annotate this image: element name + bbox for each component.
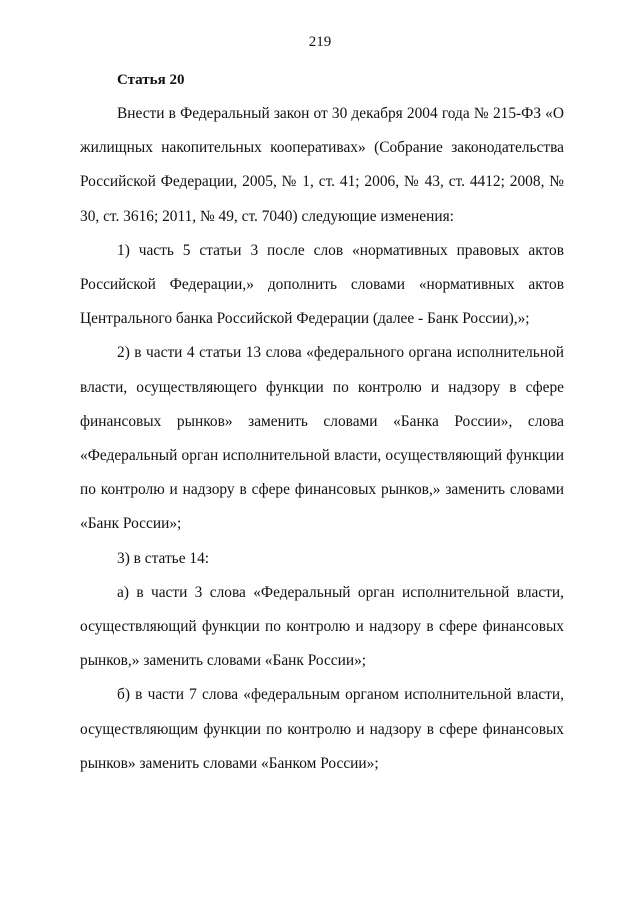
paragraph-item-3: 3) в статье 14: [117, 549, 210, 567]
paragraph-item-3a: а) в части 3 слова «Федеральный орган исполнительной власти, осуществляющий функции по контролю и надзору в сфере финансовых рынков,» заменить словами «Банк России»; [80, 583, 564, 670]
paragraph-intro: Внести в Федеральный закон от 30 декабря 2004 года № 215-ФЗ «О жилищных накопительных кооперативах» (Собрание законодательства Российской Федерации, 2005, № 1, ст. 41; 2006, № 43, ст. 4412; 2008, № 30, ст. 3616; 2011, № 49, ст. 7040) следующие изменения: [80, 105, 564, 225]
paragraph-item-3b: б) в части 7 слова «федеральным органом исполнительной власти, осуществляющим функции по контролю и надзору в сфере финансовых рынков» заменить словами «Банком России»; [80, 686, 564, 772]
page-number: 219 [308, 34, 332, 50]
article-title: Статья 20 [117, 72, 185, 88]
paragraph-item-2: 2) в части 4 статьи 13 слова «федерального органа исполнительной власти, осуществляющего функции по контролю и надзору в сфере финансовых рынков» заменить словами «Банка России», слова «Федеральный орган исполнительной власти, осуществляющий функции по контролю и надзору в сфере финансовых рынков,» заменить словами «Банк России»; [80, 344, 564, 533]
article-body [80, 97, 564, 781]
paragraph-item-1: 1) часть 5 статьи 3 после слов «нормативных правовых актов Российской Федерации,» дополнить словами «нормативных актов Центрального банка Российской Федерации (далее - Банк России),»; [80, 241, 564, 328]
